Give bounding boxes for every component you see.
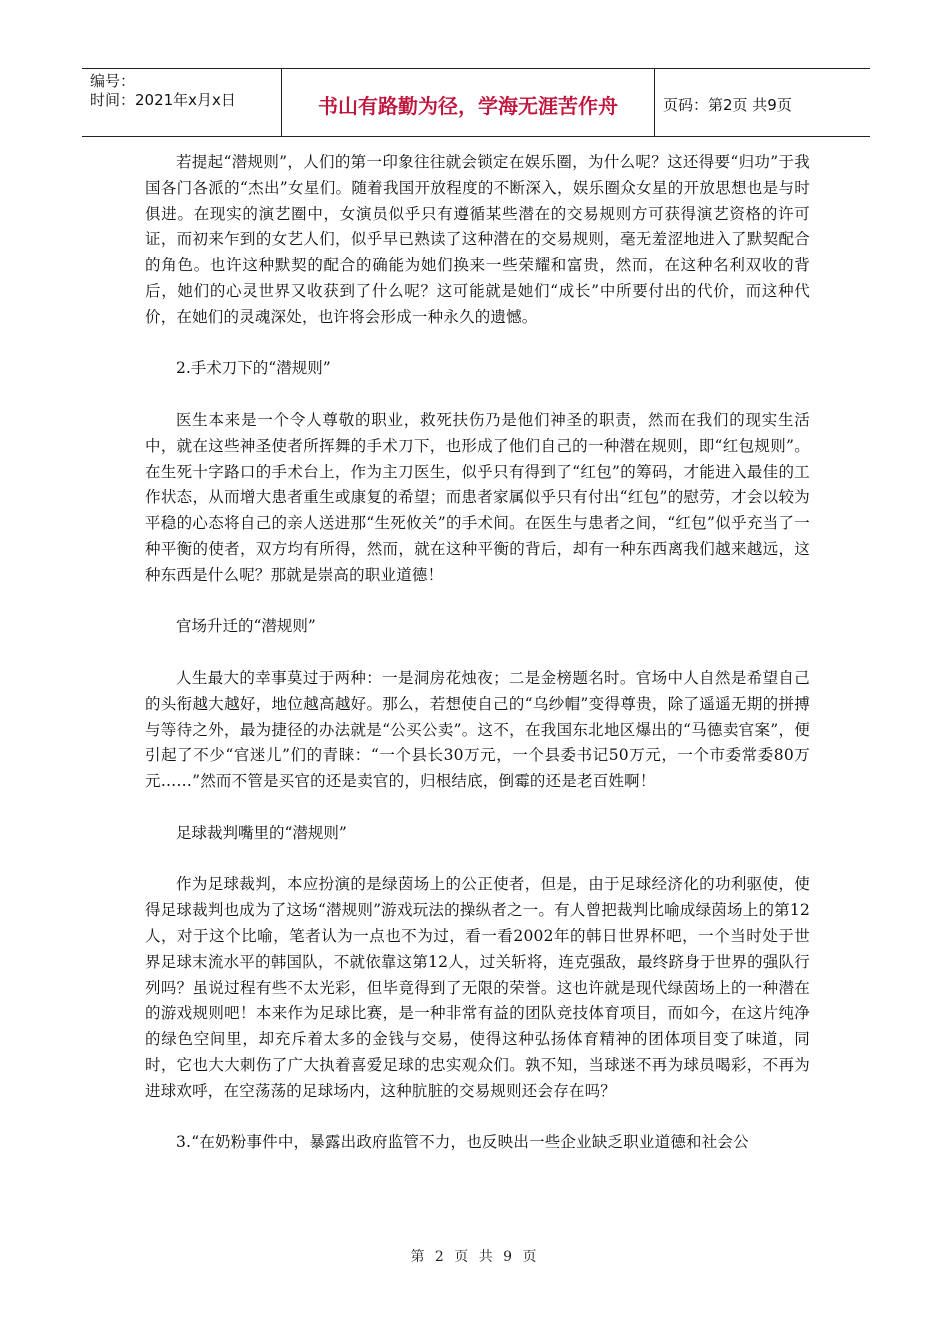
paragraph-football: 作为足球裁判，本应扮演的是绿茵场上的公正使者，但是，由于足球经济化的功利驱使，使得足球裁判也成为了这场“潜规则”游戏玩法的操纵者之一。有人曾把裁判比喻成绿茵场上的第12人，对于这个比喻，笔者认为一点也不为过，看一看2002年的韩日世界杯吧，一个当时处于世界足球末流水平的韩国队，不就依靠这第12人，过关斩将，连克强敌，最终跻身于世界的强队行列吗？虽说过程有些不太光彩，但毕竟得到了无限的荣誉。这也许就是现代绿茵场上的一种潜在的游戏规则吧！本来作为足球比赛，是一种非常有益的团队竞技体育项目，而如今，在这片纯净的绿色空间里，却充斥着太多的金钱与交易，使得这种弘扬体育精神的团体项目变了味道，同时，它也大大刺伤了广大执着喜爱足球的忠实观众们。孰不知，当球迷不再为球员喝彩，不再为进球欢呼，在空荡荡的足球场内，这种肮脏的交易规则还会存在吗？ [145, 875, 810, 1100]
serial-number-label: 编号： [90, 72, 136, 90]
section-heading-surgery: 2.手术刀下的“潜规则” [176, 359, 331, 378]
date-label: 时间：2021年x月x日 [90, 91, 236, 109]
document-body [145, 150, 810, 1156]
section-heading-football: 足球裁判嘴里的“潜规则” [176, 823, 347, 842]
paragraph-officialdom: 人生最大的幸事莫过于两种：一是洞房花烛夜；二是金榜题名时。官场中人自然是希望自己的头衔越大越好，地位越高越好。那么，若想使自己的“乌纱帽”变得尊贵，除了遥遥无期的拼搏与等待之外，最为捷径的办法就是“公买公卖”。这不，在我国东北地区爆出的“马德卖官案”，便引起了不少“官迷儿”们的青睐：“一个县长30万元，一个县委书记50万元，一个市委常委80万元……”然而不管是买官的还是卖官的，归根结底，倒霉的还是老百姓啊！ [145, 668, 810, 791]
footer-page-number: 第 2 页 共 9 页 [410, 1249, 540, 1265]
section-heading-officialdom: 官场升迁的“潜规则” [176, 617, 316, 636]
header-meta [82, 69, 282, 136]
paragraph-milk-powder: 3.“在奶粉事件中，暴露出政府监管不力，也反映出一些企业缺乏职业道德和社会公 [176, 1133, 749, 1152]
page-footer [0, 1246, 950, 1266]
paragraph-entertainment: 若提起“潜规则”，人们的第一印象往往就会锁定在娱乐圈，为什么呢？这还得要“归功”于我国各门各派的“杰出”女星们。随着我国开放程度的不断深入，娱乐圈众女星的开放思想也是与时俱进。在现实的演艺圈中，女演员似乎只有遵循某些潜在的交易规则方可获得演艺资格的许可证，而初来乍到的女艺人们，似乎早已熟读了这种潜在的交易规则，毫无羞涩地进入了默契配合的角色。也许这种默契的配合的确能为她们换来一些荣耀和富贵，然而，在这种名利双收的背后，她们的心灵世界又收获到了什么呢？这可能就是她们“成长”中所要付出的代价，而这种代价，在她们的灵魂深处，也许将会形成一种永久的遗憾。 [145, 153, 810, 326]
paragraph-surgery: 医生本来是一个令人尊敬的职业，救死扶伤乃是他们神圣的职责，然而在我们的现实生活中，就在这些神圣使者所挥舞的手术刀下，也形成了他们自己的一种潜在规则，即“红包规则”。在生死十字路口的手术台上，作为主刀医生，似乎只有得到了“红包”的筹码，才能进入最佳的工作状态，从而增大患者重生或康复的希望；而患者家属似乎只有付出“红包”的慰劳，才会以较为平稳的心态将自己的亲人送进那“生死攸关”的手术间。在医生与患者之间，“红包”似乎充当了一种平衡的使者，双方均有所得，然而，就在这种平衡的背后，却有一种东西离我们越来越远，这种东西是什么呢？那就是崇高的职业道德！ [145, 410, 810, 584]
header-motto: 书山有路勤为径，学海无涯苦作舟 [282, 69, 655, 136]
header-page-indicator: 页码：第2页 共9页 [663, 96, 792, 114]
page-header [82, 68, 870, 137]
